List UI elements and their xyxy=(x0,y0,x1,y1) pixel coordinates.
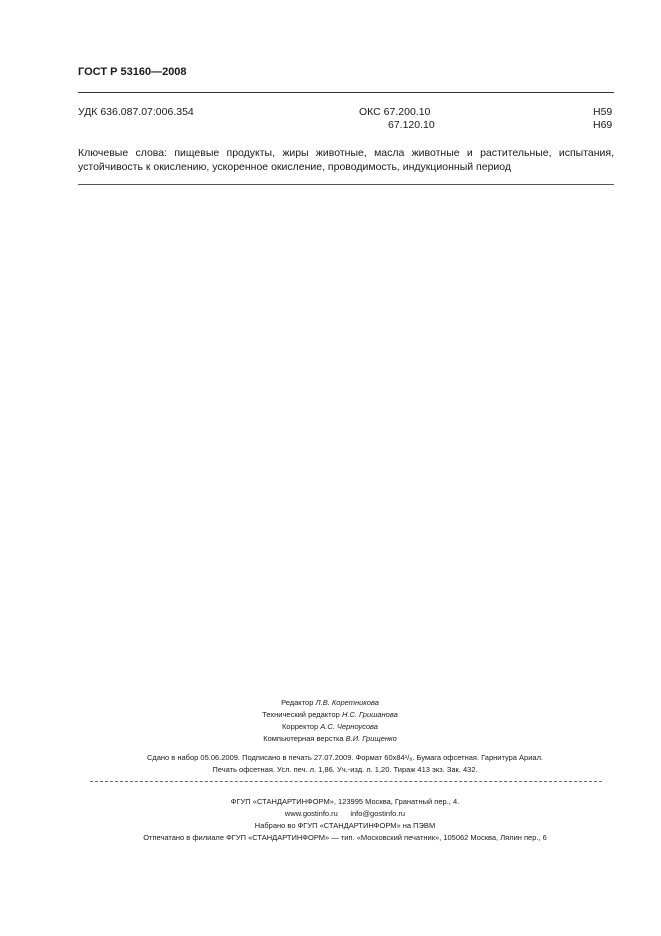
credit-corrector: Корректор А.С. Черноусова xyxy=(282,722,378,731)
oks-code-2: 67.120.10 xyxy=(388,119,435,131)
publisher-line-1: ФГУП «СТАНДАРТИНФОРМ», 123995 Москва, Гранатный пер., 4. xyxy=(230,797,460,806)
keywords-block xyxy=(78,146,614,174)
credit-editor: Редактор Л.В. Коретникова xyxy=(281,698,379,707)
keywords-text: пищевые продукты, жиры животные, масла животные и растительные, испытания, устойчивость к окислению, ускоренное окисление, проводимость, индукционный период xyxy=(78,147,615,173)
print-info xyxy=(90,752,600,776)
publisher-line-3: Набрано во ФГУП «СТАНДАРТИНФОРМ» на ПЭВМ xyxy=(254,821,436,830)
standard-number: ГОСТ Р 53160—2008 xyxy=(78,66,187,78)
publisher-info xyxy=(90,796,600,844)
credit-layout: Компьютерная верстка В.И. Грищенко xyxy=(263,734,397,743)
credit-tech-editor: Технический редактор Н.С. Гришанова xyxy=(262,710,398,719)
publisher-line-2: www.gostinfo.ru info@gostinfo.ru xyxy=(284,809,406,818)
keywords-rule xyxy=(78,184,614,185)
credits-block xyxy=(180,697,480,745)
oks-code-1: ОКС 67.200.10 xyxy=(359,106,431,118)
group-code-2: Н69 xyxy=(593,119,613,131)
group-code-1: Н59 xyxy=(593,106,613,118)
top-rule xyxy=(78,92,614,93)
dashed-rule xyxy=(90,781,602,782)
publisher-line-4: Отпечатано в филиале ФГУП «СТАНДАРТИНФОРМ» — тип. «Московский печатник», 105062 Москва, Лялин пер., 6 xyxy=(143,833,547,842)
keywords-label: Ключевые слова: xyxy=(78,147,168,159)
print-info-line-2: Печать офсетная. Усл. печ. л. 1,86. Уч.-изд. л. 1,20. Тираж 413 экз. Зак. 432. xyxy=(212,765,478,774)
udk-code: УДК 636.087.07:006.354 xyxy=(78,106,194,118)
print-info-line-1: Сдано в набор 05.06.2009. Подписано в печать 27.07.2009. Формат 60х84¹/₈. Бумага офсетная. Гарнитура Ариал. xyxy=(146,753,544,762)
